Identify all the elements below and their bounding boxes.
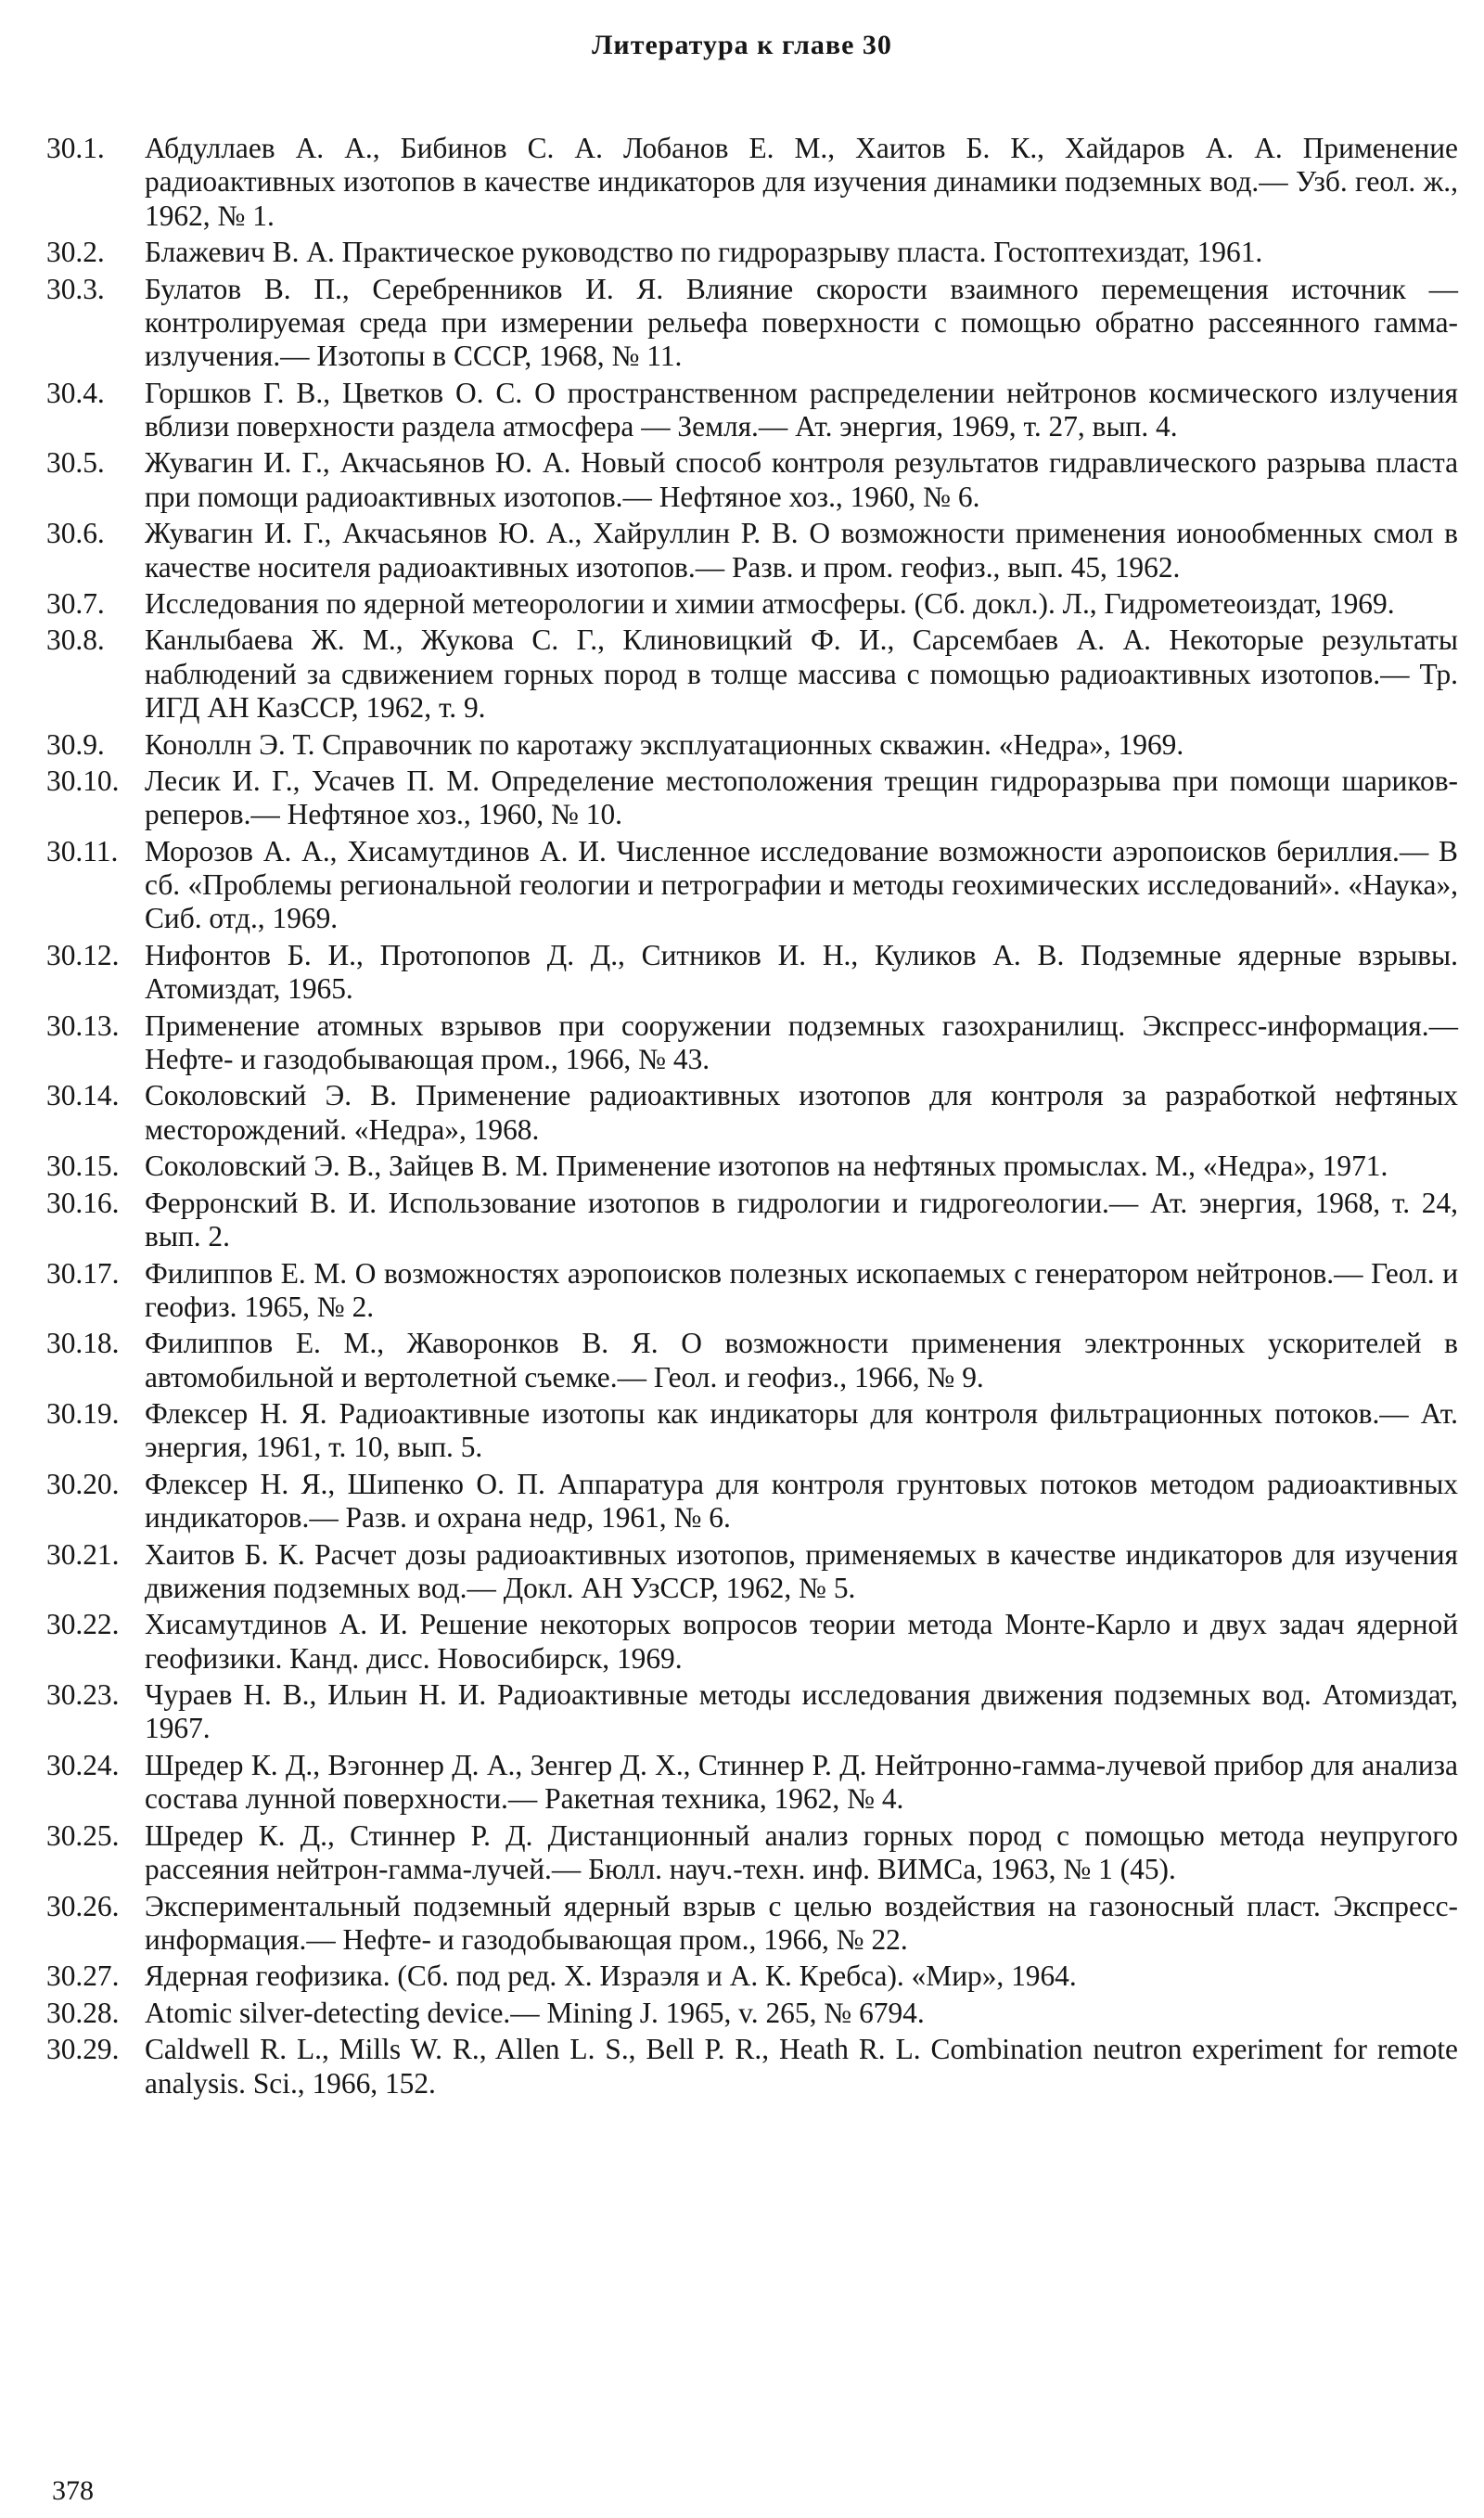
reference-number: 30.23. (46, 1678, 120, 1712)
reference-text: Caldwell R. L., Mills W. R., Allen L. S., Bell P. R., Heath R. L. Combination neutron experiment for remote analysis. Sci., 1966, 152. (145, 2033, 1458, 2100)
reference-text: Шредер К. Д., Стиннер Р. Д. Дистанционный анализ горных пород с помощью метода неупругого рассеяния нейтрон-гамма-лучей.— Бюлл. науч.-техн. инф. ВИМСа, 1963, № 1 (45). (145, 1818, 1458, 1886)
reference-number: 30.3. (46, 272, 105, 305)
reference-item (46, 1257, 1458, 1325)
reference-number: 30.2. (46, 236, 105, 269)
reference-item (46, 764, 1458, 832)
reference-number: 30.19. (46, 1397, 120, 1431)
reference-number: 30.16. (46, 1186, 120, 1219)
reference-text: Жувагин И. Г., Акчасьянов Ю. А. Новый способ контроля результатов гидравлического разрыва пласта при помощи радиоактивных изотопов.— Нефтяное хоз., 1960, № 6. (145, 446, 1458, 513)
reference-item (46, 1397, 1458, 1465)
reference-text: Ядерная геофизика. (Сб. под ред. Х. Израэля и А. К. Кребса). «Мир», 1964. (145, 1959, 1077, 1993)
reference-text: Исследования по ядерной метеорологии и химии атмосферы. (Сб. докл.). Л., Гидрометеоиздат, 1969. (145, 586, 1395, 620)
reference-item (46, 1327, 1458, 1394)
reference-item (46, 1819, 1458, 1887)
reference-text: Филиппов Е. М. О возможностях аэропоисков полезных ископаемых с генератором нейтронов.— Геол. и геофиз. 1965, № 2. (145, 1256, 1458, 1323)
reference-item (46, 728, 1458, 762)
reference-item (46, 1890, 1458, 1958)
reference-text: Соколовский Э. В. Применение радиоактивных изотопов для контроля за разработкой нефтяных месторождений. «Недра», 1968. (145, 1079, 1458, 1146)
reference-item (46, 1959, 1458, 1993)
page-title: Литература к главе 30 (592, 30, 892, 60)
reference-item (46, 1468, 1458, 1535)
reference-item (46, 1079, 1458, 1147)
reference-item (46, 273, 1458, 374)
reference-item (46, 1187, 1458, 1254)
reference-number: 30.13. (46, 1008, 120, 1042)
reference-text: Канлыбаева Ж. М., Жукова С. Г., Клиновицкий Ф. И., Сарсембаев А. А. Некоторые результаты наблюдений за сдвижением горных пород в толще массива с помощью радиоактивных изотопов.— Тр. ИГД АН КазССР, 1962, т. 9. (145, 623, 1458, 725)
reference-item (46, 835, 1458, 936)
reference-text: Филиппов Е. М., Жаворонков В. Я. О возможности применения электронных ускорителей в автомобильной и вертолетной съемке.— Геол. и геофиз., 1966, № 9. (145, 1327, 1458, 1394)
reference-number: 30.12. (46, 938, 120, 971)
reference-number: 30.8. (46, 623, 105, 657)
reference-item (46, 939, 1458, 1007)
reference-item (46, 132, 1458, 233)
page-number: 378 (52, 2475, 94, 2506)
reference-text: Флексер Н. Я., Шипенко О. П. Аппаратура для контроля грунтовых потоков методом радиоактивных индикаторов.— Разв. и охрана недр, 1961, № 6. (145, 1467, 1458, 1535)
reference-number: 30.25. (46, 1818, 120, 1852)
reference-number: 30.7. (46, 586, 105, 620)
reference-item (46, 1150, 1458, 1183)
reference-text: Нифонтов Б. И., Протопопов Д. Д., Ситников И. Н., Куликов А. В. Подземные ядерные взрывы. Атомиздат, 1965. (145, 938, 1458, 1006)
reference-item (46, 517, 1458, 585)
reference-list (46, 132, 1458, 2103)
reference-text: Применение атомных взрывов при сооружении подземных газохранилищ. Экспресс-информация.— Нефте- и газодобывающая пром., 1966, № 43. (145, 1008, 1458, 1075)
reference-number: 30.17. (46, 1256, 120, 1290)
reference-text: Хисамутдинов А. И. Решение некоторых вопросов теории метода Монте-Карло и двух задач ядерной геофизики. Канд. дисс. Новосибирск, 1969. (145, 1608, 1458, 1675)
reference-item (46, 1997, 1458, 2030)
reference-text: Ферронский В. И. Использование изотопов в гидрологии и гидрогеологии.— Ат. энергия, 1968, т. 24, вып. 2. (145, 1186, 1458, 1253)
reference-item (46, 1749, 1458, 1817)
reference-item (46, 446, 1458, 514)
reference-item (46, 236, 1458, 269)
reference-number: 30.26. (46, 1889, 120, 1922)
reference-item (46, 377, 1458, 444)
reference-number: 30.10. (46, 764, 120, 798)
reference-text: Абдуллаев А. А., Бибинов С. А. Лобанов Е. М., Хаитов Б. К., Хайдаров А. А. Применение радиоактивных изотопов в качестве индикаторов для изучения динамики подземных вод.— Узб. геол. ж., 1962, № 1. (145, 132, 1458, 232)
reference-text: Шредер К. Д., Вэгоннер Д. А., Зенгер Д. Х., Стиннер Р. Д. Нейтронно-гамма-лучевой прибор для анализа состава лунной поверхности.— Ракетная техника, 1962, № 4. (145, 1748, 1458, 1816)
reference-text: Жувагин И. Г., Акчасьянов Ю. А., Хайруллин Р. В. О возможности применения ионообменных смол в качестве носителя радиоактивных изотопов.— Разв. и пром. геофиз., вып. 45, 1962. (145, 517, 1458, 584)
reference-text: Морозов А. А., Хисамутдинов А. И. Численное исследование возможности аэропоисков бериллия.— В сб. «Проблемы региональной геологии и петрографии и методы геохимических исследований». «Наука», Сиб. отд., 1969. (145, 834, 1458, 935)
reference-text: Коноллн Э. Т. Справочник по каротажу эксплуатационных скважин. «Недра», 1969. (145, 727, 1184, 761)
reference-item (46, 587, 1458, 621)
reference-number: 30.6. (46, 517, 105, 550)
reference-number: 30.28. (46, 1996, 120, 2029)
reference-item (46, 623, 1458, 725)
reference-text: Блажевич В. А. Практическое руководство по гидроразрыву пласта. Гостоптехиздат, 1961. (145, 236, 1263, 269)
reference-item (46, 2033, 1458, 2100)
reference-text: Чураев Н. В., Ильин Н. И. Радиоактивные методы исследования движения подземных вод. Атомиздат, 1967. (145, 1678, 1458, 1745)
reference-text: Atomic silver-detecting device.— Mining J. 1965, v. 265, № 6794. (145, 1996, 925, 2029)
reference-text: Флексер Н. Я. Радиоактивные изотопы как индикаторы для контроля фильтрационных потоков.— Ат. энергия, 1961, т. 10, вып. 5. (145, 1397, 1458, 1464)
reference-number: 30.15. (46, 1150, 120, 1183)
reference-text: Экспериментальный подземный ядерный взрыв с целью воздействия на газоносный пласт. Экспресс-информация.— Нефте- и газодобывающая пром., 1966, № 22. (145, 1889, 1458, 1956)
reference-text: Соколовский Э. В., Зайцев В. М. Применение изотопов на нефтяных промыслах. М., «Недра», 1971. (145, 1150, 1388, 1183)
reference-text: Лесик И. Г., Усачев П. М. Определение местоположения трещин гидроразрыва при помощи шариков-реперов.— Нефтяное хоз., 1960, № 10. (145, 764, 1458, 831)
reference-text: Хаитов Б. К. Расчет дозы радиоактивных изотопов, применяемых в качестве индикаторов для изучения движения подземных вод.— Докл. АН УзССР, 1962, № 5. (145, 1537, 1458, 1604)
reference-number: 30.4. (46, 376, 105, 409)
reference-number: 30.18. (46, 1327, 120, 1360)
reference-number: 30.24. (46, 1748, 120, 1781)
reference-number: 30.11. (46, 834, 119, 867)
reference-number: 30.20. (46, 1467, 120, 1500)
reference-number: 30.1. (46, 132, 105, 164)
reference-item (46, 1538, 1458, 1606)
reference-number: 30.14. (46, 1079, 120, 1112)
reference-number: 30.21. (46, 1537, 120, 1571)
reference-number: 30.9. (46, 727, 105, 761)
reference-item (46, 1009, 1458, 1077)
reference-text: Булатов В. П., Серебренников И. Я. Влияние скорости взаимного перемещения источник — контролируемая среда при измерении рельефа поверхности с помощью обратно рассеянного гамма-излучения.— Изотопы в СССР, 1968, № 11. (145, 272, 1458, 373)
reference-item (46, 1608, 1458, 1676)
reference-item (46, 1678, 1458, 1746)
reference-number: 30.5. (46, 446, 105, 480)
reference-number: 30.27. (46, 1959, 120, 1993)
reference-text: Горшков Г. В., Цветков О. С. О пространственном распределении нейтронов космического излучения вблизи поверхности раздела атмосфера — Земля.— Ат. энергия, 1969, т. 27, вып. 4. (145, 376, 1458, 443)
reference-number: 30.29. (46, 2033, 120, 2066)
reference-number: 30.22. (46, 1608, 120, 1641)
